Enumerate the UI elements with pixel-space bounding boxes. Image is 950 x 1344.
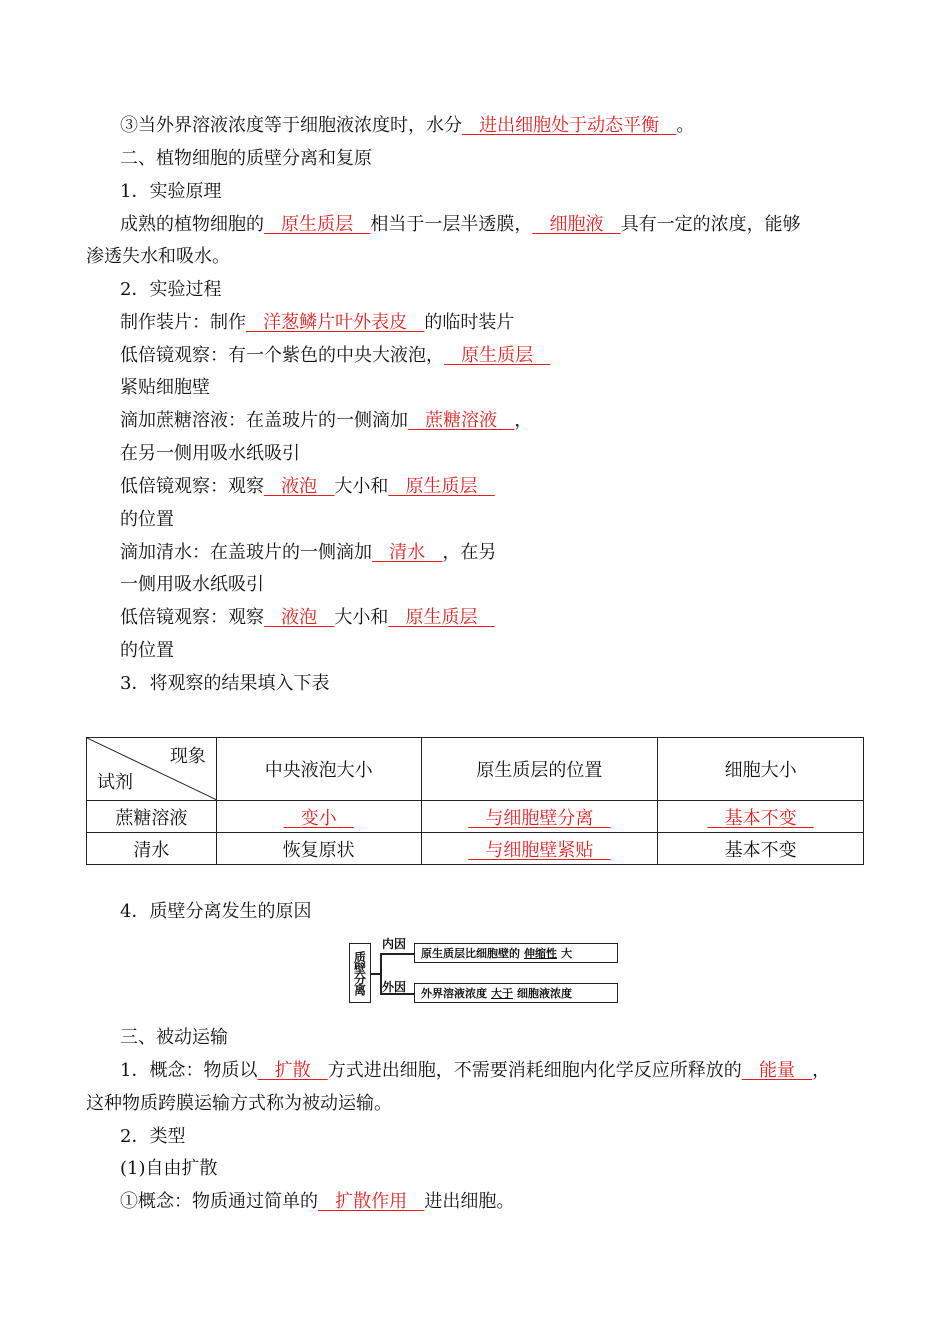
table-header: 中央液泡大小 [216,738,421,801]
cause-diagram [349,935,621,1007]
corner-bottom-label: 试剂 [97,772,133,793]
section-heading: 三、被动运输 [120,1027,228,1048]
answer-blank: 与细胞壁紧贴 [485,839,594,861]
subsection-heading: 1．实验原理 [120,181,222,202]
table-header: 细胞大小 [658,738,864,801]
principle-line2: 渗透失水和吸水。 [86,246,230,267]
results-table [86,737,864,865]
corner-top-label: 现象 [169,746,206,767]
process-obs2-line2: 的位置 [120,509,174,530]
outer-cause-label: 外因 [382,980,407,994]
answer-blank: 进出细胞处于动态平衡 [479,115,660,136]
concept-line1: 1．概念：物质以 扩散 方式进出细胞，不需要消耗细胞内化学反应所释放的 能量 ， [120,1060,831,1081]
answer-blank: 原生质层 [405,476,478,497]
process-obs3-line2: 的位置 [120,640,174,661]
outer-cause-box: 外界溶液浓度 大于 细胞液浓度 [414,983,618,1003]
row-label: 蔗糖溶液 [87,801,217,833]
process-obs1: 低倍镜观察：有一个紫色的中央大液泡， 原生质层 [120,344,550,368]
answer-blank: 与细胞壁分离 [485,807,594,829]
row-label: 清水 [87,833,217,865]
answer-blank: 细胞液 [549,214,604,235]
answer-blank: 原生质层 [405,607,478,628]
principle-line1: 成熟的植物细胞的 原生质层 相当于一层半透膜， 细胞液 具有一定的浓度，能够 [120,214,801,235]
answer-blank: 能量 [758,1060,795,1081]
answer-blank: 清水 [389,542,426,563]
free-diffusion-concept: ①概念：物质通过简单的 扩散作用 进出细胞。 [120,1191,515,1212]
subsection-heading: 2．实验过程 [120,279,222,300]
process-drop2: 滴加清水：在盖玻片的一侧滴加 清水 ，在另 [120,542,497,563]
connector [380,953,414,955]
table-cell: 恢复原状 [216,833,421,865]
table-header: 原生质层的位置 [421,738,658,801]
diagram-main-box: 质壁分离 [349,943,371,1003]
subsection-heading: 4．质壁分离发生的原因 [120,901,312,922]
table-corner-cell [87,738,217,801]
process-drop2-line2: 一侧用吸水纸吸引 [120,574,264,595]
answer-blank: 基本不变 [724,807,797,829]
table-row [87,833,864,865]
process-drop1-line2: 在另一侧用吸水纸吸引 [120,443,300,464]
answer-blank: 原生质层 [461,345,534,366]
answer-blank: 液泡 [281,476,318,497]
process-obs1-line2: 紧贴细胞壁 [120,377,210,398]
answer-blank: 原生质层 [281,214,354,235]
answer-blank: 变小 [300,807,337,829]
subsection-heading: (1)自由扩散 [120,1158,218,1179]
process-drop1: 滴加蔗糖溶液：在盖玻片的一侧滴加 蔗糖溶液 ， [120,410,533,431]
table-row [87,801,864,833]
process-obs3: 低倍镜观察：观察 液泡 大小和 原生质层 [120,606,495,630]
inner-cause-box: 原生质层比细胞壁的 伸缩性 大 [414,943,618,963]
answer-blank: 洋葱鳞片叶外表皮 [263,312,408,333]
subsection-heading: 3．将观察的结果填入下表 [120,673,330,694]
section-heading: 二、植物细胞的质壁分离和复原 [120,148,372,169]
answer-blank: 蔗糖溶液 [425,410,498,431]
subsection-heading: 2．类型 [120,1126,186,1147]
concept-line2: 这种物质跨膜运输方式称为被动运输。 [86,1093,392,1114]
process-obs2: 低倍镜观察：观察 液泡 大小和 原生质层 [120,475,495,499]
inner-cause-label: 内因 [382,937,407,951]
table-cell: 基本不变 [658,833,864,865]
balance-sentence: ③当外界溶液浓度等于细胞液浓度时，水分 进出细胞处于动态平衡 。 [120,115,695,136]
answer-blank: 扩散 [274,1060,311,1081]
answer-blank: 扩散作用 [335,1191,408,1212]
answer-blank: 液泡 [281,607,318,628]
process-make: 制作装片：制作 洋葱鳞片叶外表皮 的临时装片 [120,312,515,333]
